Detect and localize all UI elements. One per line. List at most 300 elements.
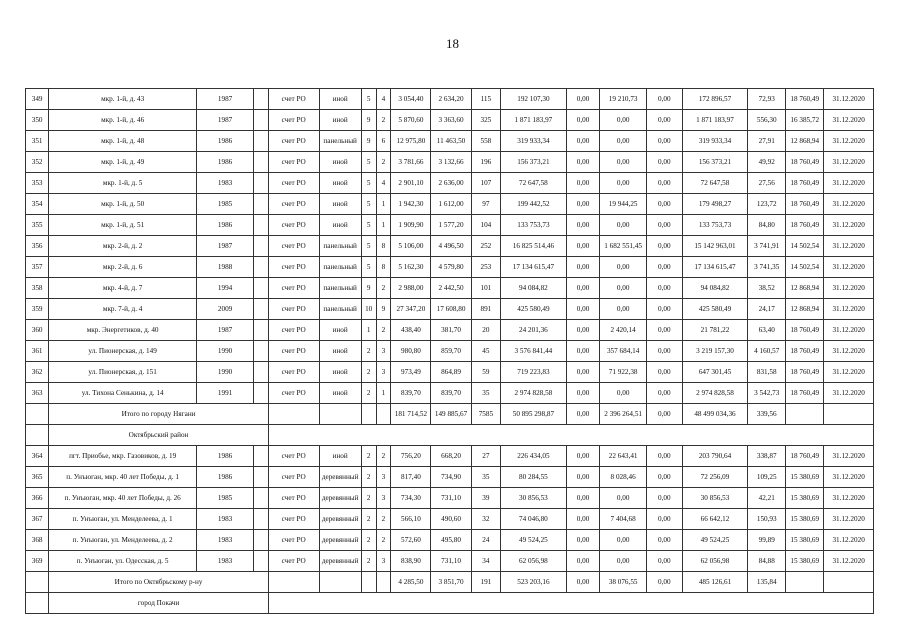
empty-cell — [361, 404, 376, 425]
cell-src: счет РО — [268, 236, 319, 257]
table-row — [26, 110, 874, 131]
empty-cell — [254, 89, 269, 110]
cell-a1: 12 975,80 — [391, 131, 431, 152]
cell-a2: 2 442,50 — [431, 278, 471, 299]
cell-lim: 15 380,69 — [786, 509, 824, 530]
cell-src: счет РО — [268, 110, 319, 131]
cell-year: 1986 — [197, 152, 254, 173]
cell-c5: 84,88 — [748, 551, 786, 572]
cell-ent: 3 — [376, 362, 391, 383]
cell-mat: иной — [319, 320, 361, 341]
cell-mat: деревянный — [319, 509, 361, 530]
cell-a2: 1 612,00 — [431, 194, 471, 215]
total-c3: 0,00 — [646, 404, 682, 425]
cell-src: счет РО — [268, 278, 319, 299]
cell-a2: 3 132,66 — [431, 152, 471, 173]
cell-a1: 438,40 — [391, 320, 431, 341]
cell-date: 31.12.2020 — [824, 257, 874, 278]
cell-src: счет РО — [268, 362, 319, 383]
cell-c4: 94 084,82 — [682, 278, 747, 299]
empty-cell — [319, 404, 361, 425]
cell-fl: 5 — [361, 215, 376, 236]
cell-src: счет РО — [268, 341, 319, 362]
empty-cell — [254, 341, 269, 362]
empty-cell — [254, 383, 269, 404]
cell-c1: 0,00 — [566, 551, 600, 572]
cell-c3: 0,00 — [646, 530, 682, 551]
cell-lim: 15 380,69 — [786, 551, 824, 572]
cell-c1: 0,00 — [566, 488, 600, 509]
cell-res: 196 — [471, 152, 501, 173]
cell-c3: 0,00 — [646, 467, 682, 488]
cell-n: 354 — [26, 194, 49, 215]
cell-n: 350 — [26, 110, 49, 131]
cell-c4: 133 753,73 — [682, 215, 747, 236]
empty-cell — [268, 593, 873, 614]
cell-res: 325 — [471, 110, 501, 131]
cell-a1: 756,20 — [391, 446, 431, 467]
cell-n: 366 — [26, 488, 49, 509]
cell-a2: 731,10 — [431, 488, 471, 509]
cell-n: 362 — [26, 362, 49, 383]
cell-n: 349 — [26, 89, 49, 110]
cell-addr: мкр. 7-й, д. 4 — [49, 299, 197, 320]
cell-c3: 0,00 — [646, 215, 682, 236]
cell-c2: 71 922,38 — [600, 362, 646, 383]
total-a2: 149 885,67 — [431, 404, 471, 425]
cell-n: 367 — [26, 509, 49, 530]
cell-a2: 2 634,20 — [431, 89, 471, 110]
total-c2: 38 076,55 — [600, 572, 646, 593]
cell-c4: 1 871 183,97 — [682, 110, 747, 131]
cell-mat: деревянный — [319, 530, 361, 551]
section-row — [26, 593, 874, 614]
empty-cell — [786, 572, 824, 593]
cell-c1: 0,00 — [566, 173, 600, 194]
cell-date: 31.12.2020 — [824, 341, 874, 362]
section-title: Октябрьский район — [49, 425, 269, 446]
cell-a2: 1 577,20 — [431, 215, 471, 236]
cell-a1: 734,30 — [391, 488, 431, 509]
cell-year: 1987 — [197, 110, 254, 131]
total-c1: 0,00 — [566, 404, 600, 425]
empty-cell — [254, 320, 269, 341]
cell-year: 1988 — [197, 257, 254, 278]
cell-addr: ул. Тихона Сенькина, д. 14 — [49, 383, 197, 404]
cell-c5: 3 542,73 — [748, 383, 786, 404]
cell-a2: 4 496,50 — [431, 236, 471, 257]
table-row — [26, 215, 874, 236]
cell-fl: 5 — [361, 257, 376, 278]
cell-n: 357 — [26, 257, 49, 278]
cell-c4: 179 498,27 — [682, 194, 747, 215]
section-row — [26, 425, 874, 446]
cell-year: 1991 — [197, 383, 254, 404]
total-a2: 3 851,70 — [431, 572, 471, 593]
cell-res: 39 — [471, 488, 501, 509]
cell-addr: мкр. Энергетиков, д. 40 — [49, 320, 197, 341]
cell-c5: 123,72 — [748, 194, 786, 215]
total-res: 191 — [471, 572, 501, 593]
cell-res: 45 — [471, 341, 501, 362]
cell-c2: 0,00 — [600, 257, 646, 278]
cell-fl: 2 — [361, 446, 376, 467]
cell-lim: 12 868,94 — [786, 278, 824, 299]
cell-mat: панельный — [319, 278, 361, 299]
cell-c2: 7 404,68 — [600, 509, 646, 530]
cell-a1: 3 054,40 — [391, 89, 431, 110]
cell-addr: мкр. 1-й, д. 50 — [49, 194, 197, 215]
cell-c5: 84,80 — [748, 215, 786, 236]
cell-c2: 0,00 — [600, 530, 646, 551]
cell-ent: 2 — [376, 110, 391, 131]
cell-fl: 5 — [361, 173, 376, 194]
cell-a1: 2 988,00 — [391, 278, 431, 299]
cell-year: 1990 — [197, 341, 254, 362]
total-cost: 50 895 298,87 — [501, 404, 566, 425]
cell-lim: 18 760,49 — [786, 383, 824, 404]
table-row — [26, 446, 874, 467]
cell-src: счет РО — [268, 215, 319, 236]
cell-cost: 94 084,82 — [501, 278, 566, 299]
cell-lim: 15 380,69 — [786, 530, 824, 551]
table-row — [26, 257, 874, 278]
empty-cell — [254, 467, 269, 488]
cell-c4: 30 856,53 — [682, 488, 747, 509]
cell-addr: мкр. 2-й, д. 2 — [49, 236, 197, 257]
table-row — [26, 299, 874, 320]
cell-src: счет РО — [268, 446, 319, 467]
cell-n: 364 — [26, 446, 49, 467]
cell-c2: 1 682 551,45 — [600, 236, 646, 257]
cell-c2: 0,00 — [600, 488, 646, 509]
cell-cost: 62 056,98 — [501, 551, 566, 572]
table-row — [26, 362, 874, 383]
cell-c5: 27,56 — [748, 173, 786, 194]
cell-a2: 2 636,00 — [431, 173, 471, 194]
cell-ent: 3 — [376, 488, 391, 509]
cell-c4: 2 974 828,58 — [682, 383, 747, 404]
cell-src: счет РО — [268, 530, 319, 551]
cell-a2: 495,80 — [431, 530, 471, 551]
cell-a2: 668,20 — [431, 446, 471, 467]
cell-date: 31.12.2020 — [824, 299, 874, 320]
cell-cost: 16 825 514,46 — [501, 236, 566, 257]
cell-c1: 0,00 — [566, 362, 600, 383]
cell-src: счет РО — [268, 194, 319, 215]
cell-date: 31.12.2020 — [824, 530, 874, 551]
cell-a1: 566,10 — [391, 509, 431, 530]
cell-res: 101 — [471, 278, 501, 299]
cell-date: 31.12.2020 — [824, 320, 874, 341]
empty-cell — [254, 530, 269, 551]
table-row — [26, 551, 874, 572]
cell-c4: 172 896,57 — [682, 89, 747, 110]
empty-cell — [268, 425, 873, 446]
cell-lim: 12 868,94 — [786, 299, 824, 320]
cell-fl: 2 — [361, 467, 376, 488]
cell-date: 31.12.2020 — [824, 383, 874, 404]
cell-addr: п. Унъюган, ул. Менделеева, д. 2 — [49, 530, 197, 551]
cell-src: счет РО — [268, 173, 319, 194]
cell-fl: 1 — [361, 320, 376, 341]
cell-res: 104 — [471, 215, 501, 236]
cell-cost: 24 201,36 — [501, 320, 566, 341]
cell-cost: 2 974 828,58 — [501, 383, 566, 404]
cell-c4: 72 256,09 — [682, 467, 747, 488]
cell-src: счет РО — [268, 299, 319, 320]
cell-c4: 156 373,21 — [682, 152, 747, 173]
table-row — [26, 278, 874, 299]
cell-date: 31.12.2020 — [824, 194, 874, 215]
cell-mat: иной — [319, 215, 361, 236]
cell-src: счет РО — [268, 467, 319, 488]
cell-c2: 0,00 — [600, 131, 646, 152]
cell-cost: 80 284,55 — [501, 467, 566, 488]
cell-c2: 2 420,14 — [600, 320, 646, 341]
cell-c2: 0,00 — [600, 152, 646, 173]
cell-ent: 8 — [376, 257, 391, 278]
cell-fl: 5 — [361, 236, 376, 257]
cell-res: 891 — [471, 299, 501, 320]
cell-res: 27 — [471, 446, 501, 467]
empty-cell — [26, 572, 49, 593]
table-row — [26, 89, 874, 110]
cell-n: 358 — [26, 278, 49, 299]
empty-cell — [254, 278, 269, 299]
total-c5: 339,56 — [748, 404, 786, 425]
cell-c4: 425 580,49 — [682, 299, 747, 320]
cell-cost: 156 373,21 — [501, 152, 566, 173]
cell-c5: 150,93 — [748, 509, 786, 530]
cell-addr: ул. Пионерская, д. 149 — [49, 341, 197, 362]
cell-c1: 0,00 — [566, 320, 600, 341]
empty-cell — [254, 509, 269, 530]
cell-cost: 719 223,83 — [501, 362, 566, 383]
cell-cost: 425 580,49 — [501, 299, 566, 320]
cell-c4: 72 647,58 — [682, 173, 747, 194]
cell-c1: 0,00 — [566, 131, 600, 152]
cell-addr: мкр. 1-й, д. 49 — [49, 152, 197, 173]
cell-ent: 3 — [376, 341, 391, 362]
cell-cost: 72 647,58 — [501, 173, 566, 194]
cell-a2: 3 363,60 — [431, 110, 471, 131]
cell-year: 1986 — [197, 467, 254, 488]
cell-c1: 0,00 — [566, 509, 600, 530]
cell-date: 31.12.2020 — [824, 509, 874, 530]
cell-c2: 0,00 — [600, 173, 646, 194]
cell-lim: 15 380,69 — [786, 467, 824, 488]
cell-res: 115 — [471, 89, 501, 110]
cell-c5: 38,52 — [748, 278, 786, 299]
cell-lim: 14 502,54 — [786, 236, 824, 257]
total-c5: 135,84 — [748, 572, 786, 593]
empty-cell — [254, 551, 269, 572]
cell-n: 363 — [26, 383, 49, 404]
cell-date: 31.12.2020 — [824, 236, 874, 257]
cell-res: 558 — [471, 131, 501, 152]
total-c3: 0,00 — [646, 572, 682, 593]
cell-c5: 24,17 — [748, 299, 786, 320]
cell-a1: 27 347,20 — [391, 299, 431, 320]
cell-n: 355 — [26, 215, 49, 236]
cell-c4: 62 056,98 — [682, 551, 747, 572]
cell-date: 31.12.2020 — [824, 488, 874, 509]
cell-a1: 973,49 — [391, 362, 431, 383]
cell-date: 31.12.2020 — [824, 89, 874, 110]
cell-a1: 3 781,66 — [391, 152, 431, 173]
cell-date: 31.12.2020 — [824, 173, 874, 194]
table-row — [26, 341, 874, 362]
cell-a2: 731,10 — [431, 551, 471, 572]
cell-c2: 0,00 — [600, 215, 646, 236]
cell-a1: 838,90 — [391, 551, 431, 572]
empty-cell — [26, 425, 49, 446]
cell-c1: 0,00 — [566, 236, 600, 257]
empty-cell — [319, 572, 361, 593]
cell-mat: деревянный — [319, 467, 361, 488]
cell-mat: иной — [319, 194, 361, 215]
cell-n: 352 — [26, 152, 49, 173]
cell-cost: 226 434,05 — [501, 446, 566, 467]
total-row — [26, 572, 874, 593]
table-row — [26, 131, 874, 152]
cell-n: 359 — [26, 299, 49, 320]
empty-cell — [26, 593, 49, 614]
table-row — [26, 194, 874, 215]
total-a1: 4 285,50 — [391, 572, 431, 593]
cell-a1: 572,60 — [391, 530, 431, 551]
cell-c3: 0,00 — [646, 446, 682, 467]
cell-a2: 734,90 — [431, 467, 471, 488]
cell-cost: 3 576 841,44 — [501, 341, 566, 362]
cell-lim: 18 760,49 — [786, 215, 824, 236]
table-row — [26, 467, 874, 488]
total-row — [26, 404, 874, 425]
cell-c3: 0,00 — [646, 236, 682, 257]
cell-a1: 1 909,90 — [391, 215, 431, 236]
cell-c1: 0,00 — [566, 446, 600, 467]
cell-res: 34 — [471, 551, 501, 572]
total-c4: 485 126,61 — [682, 572, 747, 593]
cell-c4: 203 790,64 — [682, 446, 747, 467]
empty-cell — [254, 299, 269, 320]
cell-fl: 9 — [361, 278, 376, 299]
cell-ent: 2 — [376, 320, 391, 341]
total-a1: 181 714,52 — [391, 404, 431, 425]
cell-c3: 0,00 — [646, 110, 682, 131]
cell-n: 351 — [26, 131, 49, 152]
table-row — [26, 383, 874, 404]
cell-c2: 0,00 — [600, 551, 646, 572]
cell-c3: 0,00 — [646, 257, 682, 278]
cell-date: 31.12.2020 — [824, 110, 874, 131]
cell-a1: 980,80 — [391, 341, 431, 362]
cell-c1: 0,00 — [566, 299, 600, 320]
empty-cell — [254, 215, 269, 236]
empty-cell — [376, 572, 391, 593]
cell-src: счет РО — [268, 257, 319, 278]
cell-mat: панельный — [319, 299, 361, 320]
cell-c5: 109,25 — [748, 467, 786, 488]
cell-mat: иной — [319, 173, 361, 194]
cell-c4: 647 301,45 — [682, 362, 747, 383]
cell-ent: 9 — [376, 299, 391, 320]
cell-n: 360 — [26, 320, 49, 341]
cell-c5: 4 160,57 — [748, 341, 786, 362]
cell-n: 368 — [26, 530, 49, 551]
cell-year: 1990 — [197, 362, 254, 383]
cell-c4: 3 219 157,30 — [682, 341, 747, 362]
cell-lim: 18 760,49 — [786, 194, 824, 215]
cell-src: счет РО — [268, 89, 319, 110]
cell-c5: 3 741,91 — [748, 236, 786, 257]
cell-c5: 42,21 — [748, 488, 786, 509]
cell-c2: 0,00 — [600, 110, 646, 131]
cell-lim: 18 760,49 — [786, 89, 824, 110]
cell-addr: ул. Пионерская, д. 151 — [49, 362, 197, 383]
cell-lim: 18 760,49 — [786, 446, 824, 467]
cell-date: 31.12.2020 — [824, 152, 874, 173]
cell-addr: мкр. 1-й, д. 5 — [49, 173, 197, 194]
cell-c1: 0,00 — [566, 152, 600, 173]
table-row — [26, 488, 874, 509]
empty-cell — [254, 446, 269, 467]
cell-lim: 15 380,69 — [786, 488, 824, 509]
total-cost: 523 203,16 — [501, 572, 566, 593]
cell-res: 32 — [471, 509, 501, 530]
empty-cell — [824, 572, 874, 593]
cell-cost: 133 753,73 — [501, 215, 566, 236]
cell-c2: 0,00 — [600, 299, 646, 320]
empty-cell — [824, 404, 874, 425]
cell-lim: 14 502,54 — [786, 257, 824, 278]
cell-fl: 10 — [361, 299, 376, 320]
cell-fl: 2 — [361, 551, 376, 572]
cell-res: 35 — [471, 467, 501, 488]
cell-mat: панельный — [319, 236, 361, 257]
table-row — [26, 320, 874, 341]
cell-a2: 381,70 — [431, 320, 471, 341]
cell-c3: 0,00 — [646, 362, 682, 383]
empty-cell — [254, 257, 269, 278]
cell-mat: иной — [319, 89, 361, 110]
cell-c4: 66 642,12 — [682, 509, 747, 530]
cell-cost: 199 442,52 — [501, 194, 566, 215]
cell-c1: 0,00 — [566, 194, 600, 215]
cell-year: 1986 — [197, 446, 254, 467]
cell-mat: иной — [319, 362, 361, 383]
cell-ent: 1 — [376, 215, 391, 236]
cell-ent: 3 — [376, 467, 391, 488]
empty-cell — [254, 488, 269, 509]
cell-lim: 16 385,72 — [786, 110, 824, 131]
cell-fl: 9 — [361, 110, 376, 131]
cell-a1: 5 106,00 — [391, 236, 431, 257]
empty-cell — [254, 362, 269, 383]
cell-cost: 49 524,25 — [501, 530, 566, 551]
empty-cell — [254, 194, 269, 215]
cell-a2: 17 608,80 — [431, 299, 471, 320]
cell-n: 365 — [26, 467, 49, 488]
cell-year: 1986 — [197, 131, 254, 152]
cell-src: счет РО — [268, 509, 319, 530]
cell-c1: 0,00 — [566, 257, 600, 278]
empty-cell — [26, 404, 49, 425]
cell-mat: панельный — [319, 131, 361, 152]
cell-addr: мкр. 1-й, д. 51 — [49, 215, 197, 236]
cell-c1: 0,00 — [566, 110, 600, 131]
